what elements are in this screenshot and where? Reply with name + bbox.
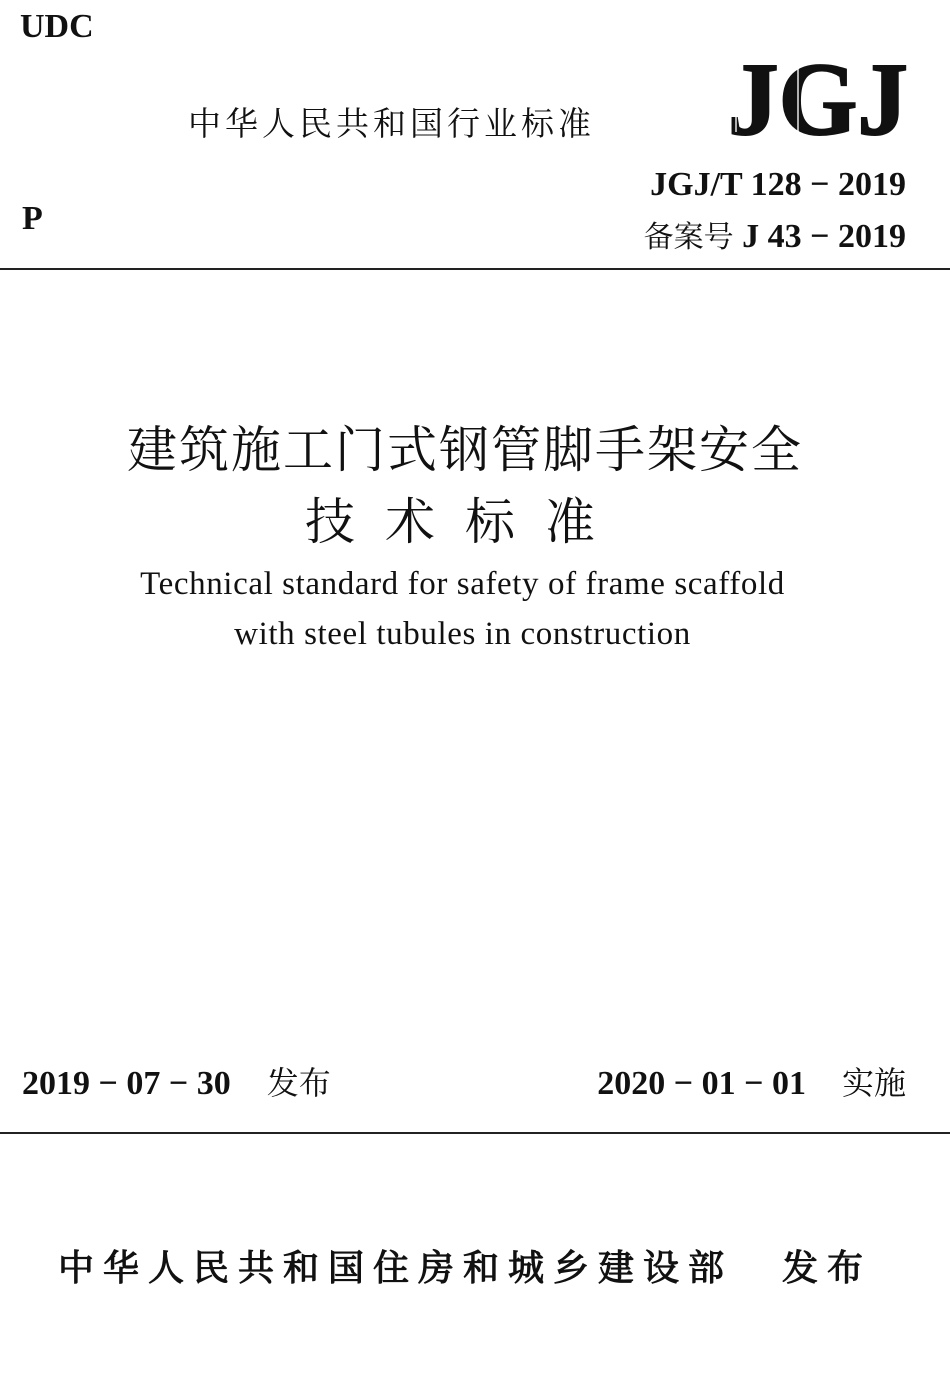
- industry-standard-heading: 中华人民共和国行业标准: [188, 104, 595, 143]
- standard-number: JGJ/T 128 − 2019: [650, 166, 906, 203]
- jgj-logo-icon: [728, 50, 908, 142]
- title-english-line2: with steel tubules in construction: [234, 616, 691, 652]
- implementation-date: [597, 1058, 906, 1104]
- publisher-name: 中华人民共和国住房和城乡建设部: [58, 1248, 734, 1289]
- issue-date: [22, 1058, 331, 1104]
- title-english-line1: Technical standard for safety of frame scaffold: [140, 566, 785, 602]
- implementation-label: 实施: [841, 1064, 906, 1102]
- top-divider: [0, 268, 950, 270]
- implementation-date-value: 2020 − 01 − 01: [597, 1065, 806, 1102]
- record-prefix: 备案号: [643, 220, 734, 255]
- issue-label: 发布: [266, 1064, 331, 1102]
- bottom-divider: [0, 1132, 950, 1134]
- jgj-logo: [728, 50, 908, 142]
- classification-code: P: [22, 200, 43, 237]
- record-value: J 43 − 2019: [733, 218, 906, 255]
- title-chinese-line2: 技术标准: [305, 493, 625, 551]
- issue-date-value: 2019 − 07 − 30: [22, 1065, 231, 1102]
- record-number: [644, 212, 906, 256]
- publisher-label: 发布: [781, 1248, 872, 1289]
- logo-text: JGJ: [728, 50, 908, 142]
- udc-label: UDC: [20, 8, 94, 45]
- title-chinese-line1: 建筑施工门式钢管脚手架安全: [127, 421, 803, 479]
